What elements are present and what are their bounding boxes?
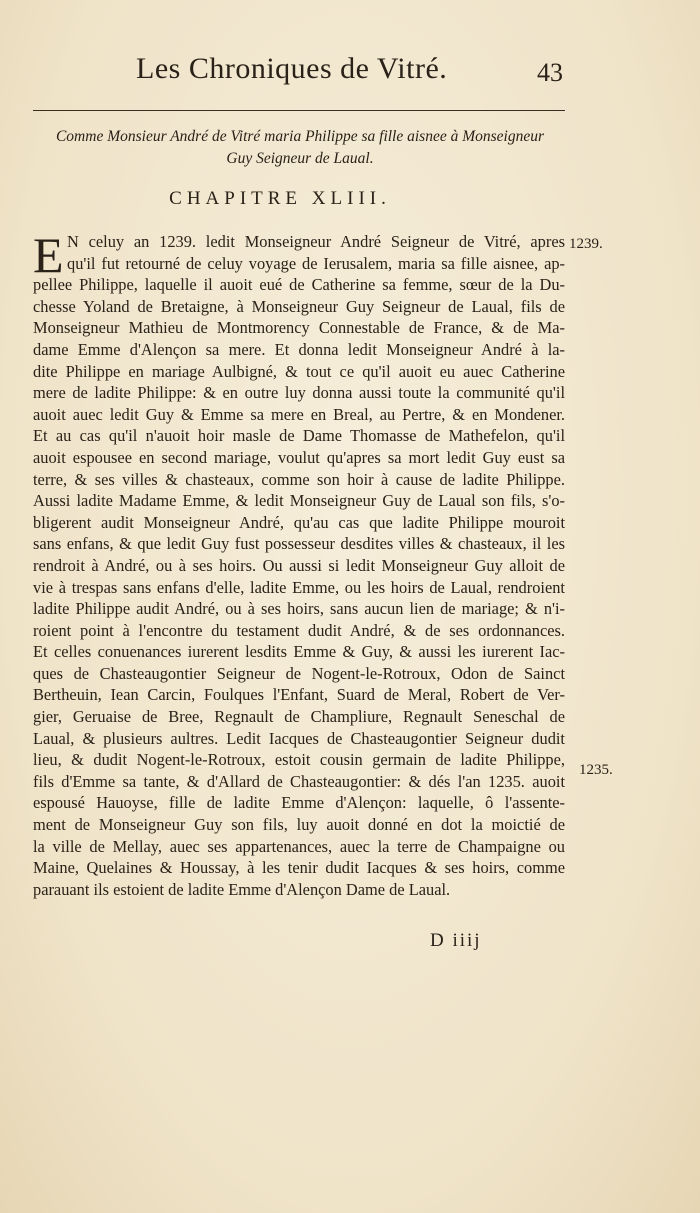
text-line: auoit auec ledit Guy & Emme sa mere en Breal, au Pertre, & en Mondener. <box>33 404 565 424</box>
text-line: Et celles conuenances iurerent lesdits Emme & Guy, & aussi les iurerent Iac- <box>33 642 565 662</box>
text-line: Aussi ladite Madame Emme, & ledit Monseigneur Guy de Laual son fils, s'o- <box>33 491 565 511</box>
text-line: roient point à l'encontre du testament dudit André, & de ses ordonnances. <box>33 620 565 640</box>
running-title: Les Chroniques de Vitré. <box>136 52 448 85</box>
text-line: parauant ils estoient de ladite Emme d'Alençon Dame de Laual. <box>33 879 451 899</box>
text-line: gier, Geruaise de Bree, Regnault de Champliure, Regnault Seneschal de <box>33 707 565 727</box>
text-line: dite Philippe en mariage Aulbigné, & tout ce qu'il auoit eu auec Catherine <box>33 361 565 381</box>
text-line: sans enfans, & que ledit Guy fust possesseur desdites villes & chasteaux, il les <box>33 534 565 554</box>
text-line: Et au cas qu'il n'auoit hoir masle de Dame Thomasse de Mathefelon, qu'il <box>33 426 565 446</box>
signature-mark: D iiij <box>430 930 482 951</box>
text-line: terre, & ses villes & chasteaux, comme son hoir à cause de ladite Philippe. <box>33 469 565 489</box>
text-line: pellee Philippe, laquelle il auoit eué de Catherine sa femme, sœur de la Du- <box>33 275 565 295</box>
text-line: mere de ladite Philippe: & en outre luy donna aussi toute la communité qu'il <box>33 383 565 403</box>
text-line: lieu, & dudit Nogent-le-Rotroux, estoit cousin germain de ladite Philippe, <box>33 750 565 770</box>
text-line: dame Emme d'Alençon sa mere. Et donna ledit Monseigneur André à la- <box>33 339 565 359</box>
text-line: ques de Chasteaugontier Seigneur de Nogent-le-Rotroux, Odon de Sainct <box>33 663 565 683</box>
text-line: Maine, Quelaines & Houssay, à les tenir dudit Iacques & ses hoirs, comme <box>33 858 565 878</box>
text-line: rendroit à André, ou à ses hoirs. Ou aussi si ledit Monseigneur Guy alloit de <box>33 555 565 575</box>
text-line: auoit espousee en second mariage, voulut qu'apres sa mort ledit Guy eust sa <box>33 447 565 467</box>
text-line: bligerent audit Monseigneur André, qu'au cas que ladite Philippe mouroit <box>33 512 565 532</box>
page-header <box>0 52 700 92</box>
chapter-summary-line: Guy Seigneur de Laual. <box>226 150 374 167</box>
margin-note-year: 1235. <box>579 762 613 778</box>
text-line: N celuy an 1239. ledit Monseigneur André Seigneur de Vitré, apres <box>67 232 565 251</box>
page-number: 43 <box>537 58 563 87</box>
text-line: Monseigneur Mathieu de Montmorency Connestable de France, & de Ma- <box>33 318 565 338</box>
text-line: espousé Hauoyse, fille de ladite Emme d'Alençon: laquelle, ô l'assente- <box>33 793 565 813</box>
text-line: Laual, & plusieurs aultres. Ledit Iacques de Chasteaugontier Seigneur dudit <box>33 728 565 748</box>
text-line: qu'il fut retourné de celuy voyage de Ierusalem, maria sa fille aisnee, ap- <box>67 253 565 273</box>
text-line: Bertheuin, Iean Carcin, Foulques l'Enfant, Suard de Meral, Robert de Ver- <box>33 685 565 705</box>
margin-note-year: 1239. <box>569 236 603 252</box>
text-line: vie à trespas sans enfans d'elle, ladite Emme, ou les hoirs de Laual, rendroient <box>33 577 565 597</box>
text-line: fils d'Emme sa tante, & d'Allard de Chasteaugontier: & dés l'an 1235. auoit <box>33 771 565 791</box>
chapter-summary-line: Comme Monsieur André de Vitré maria Philippe sa fille aisnee à Monseigneur <box>55 128 545 145</box>
text-line: ment de Monseigneur Guy son fils, luy auoit donné en dot la moictié de <box>33 815 565 835</box>
text-line: chesse Yoland de Bretaigne, à Monseigneur Guy Seigneur de Laual, fils de <box>33 296 565 316</box>
drop-cap: E <box>33 227 64 283</box>
chapter-summary <box>30 126 570 170</box>
text-line: ladite Philippe audit André, ou à ses hoirs, sans aucun lien de mariage; & n'i- <box>33 599 565 619</box>
chapter-heading: CHAPITRE XLIII. <box>169 188 391 209</box>
header-rule <box>33 110 565 111</box>
text-line: la ville de Mellay, auec ses appartenances, auec la terre de Champaigne ou <box>33 836 565 856</box>
body-text <box>33 227 565 900</box>
